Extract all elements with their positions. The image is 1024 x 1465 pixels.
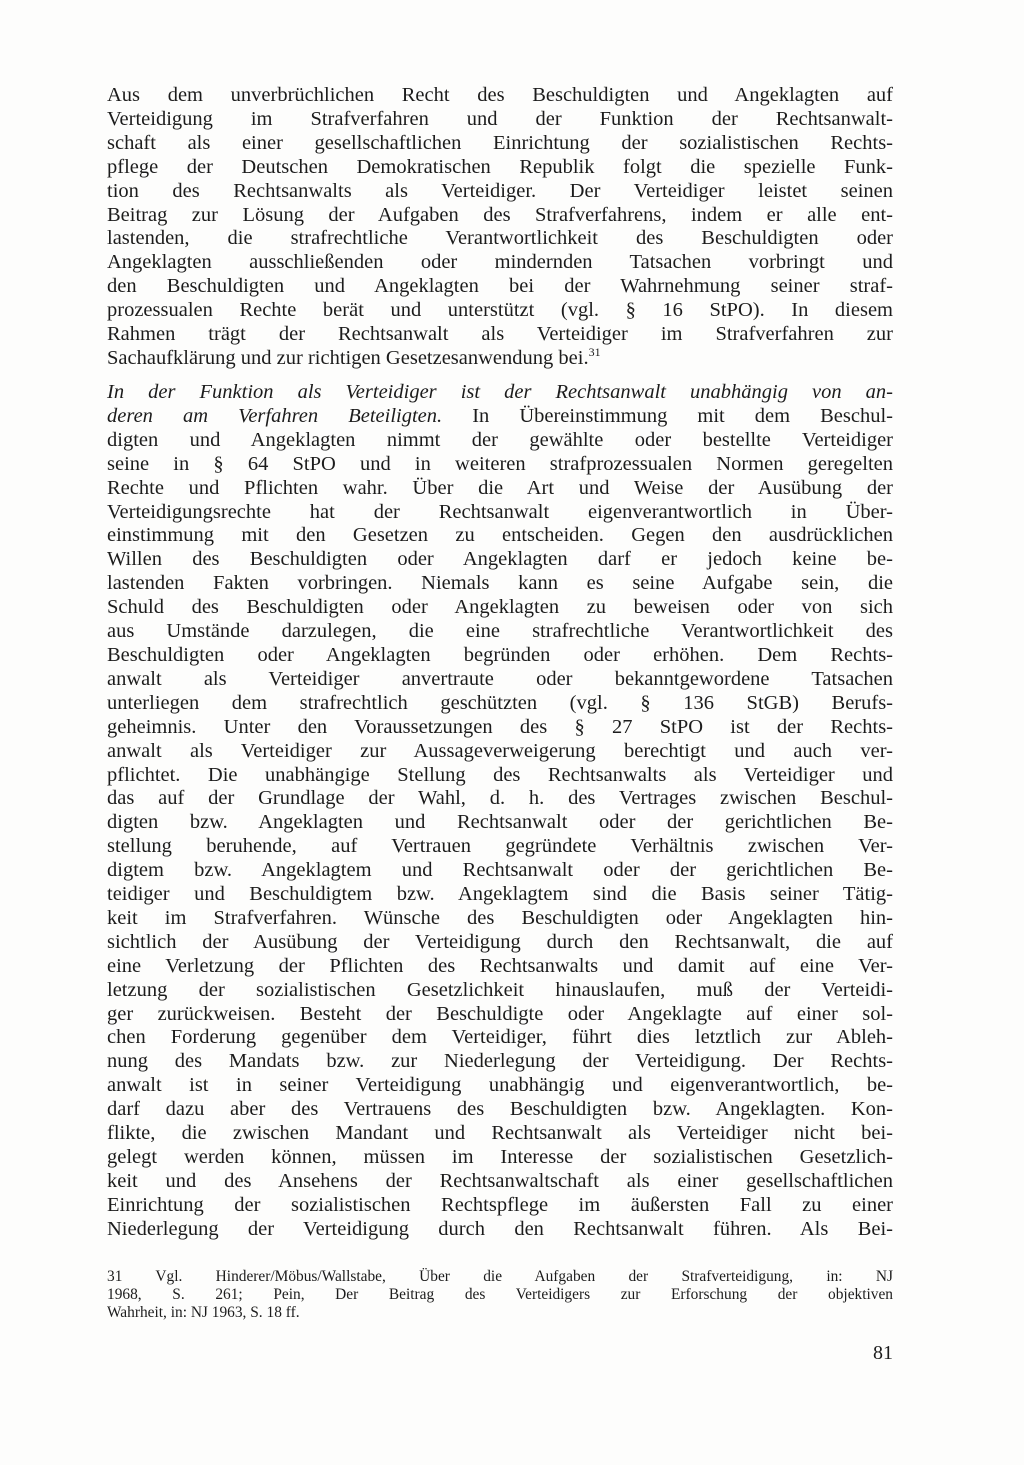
footnote-line: Wahrheit, in: NJ 1963, S. 18 ff. [107,1304,300,1321]
text-segment: Verteidigungsrechte hat der Rechtsanwalt eigenverantwortlich in Über- [107,500,893,523]
text-line [107,84,893,108]
text-segment: aus Umstände darzulegen, die eine strafrechtliche Verantwortlichkeit des [107,620,893,643]
text-segment: chen Forderung gegenüber dem Verteidiger, führt dies letztlich zur Ableh- [107,1026,893,1049]
text-line [107,347,893,371]
text-line [107,275,893,299]
text-segment: gelegt werden können, müssen im Interesse der sozialistischen Gesetzlich- [107,1146,893,1168]
text-segment: ger zurückweisen. Besteht der Beschuldigte oder Angeklagte auf einer sol- [107,1002,893,1025]
text-line [107,811,893,835]
text-line [107,644,893,668]
text-segment: Schuld des Beschuldigten oder Angeklagten zu beweisen oder von sich [107,596,893,619]
text-segment: sichtlich der Ausübung der Verteidigung durch den Rechtsanwalt, die auf [107,930,893,953]
text-line [107,955,893,979]
text-segment: Sachaufklärung und zur richtigen Gesetzesanwendung bei. [107,346,589,369]
text-line [107,979,893,1003]
footnote-31 [107,1268,893,1322]
text-line [107,764,893,788]
text-segment: pflege der Deutschen Demokratischen Republik folgt die spezielle Funk- [107,155,893,178]
footnote-reference: 31 [588,345,601,360]
text-line [107,835,893,859]
text-line [107,883,893,907]
text-segment: Niederlegung der Verteidigung durch den Rechtsanwalt führen. Als Bei- [107,1217,893,1240]
text-line [107,596,893,620]
text-line [107,453,893,477]
text-line [107,156,893,180]
text-line [107,1122,893,1146]
text-line [107,1098,893,1122]
text-segment: flikte, die zwischen Mandant und Rechtsanwalt als Verteidiger nicht bei- [107,1122,893,1145]
text-segment: das auf der Grundlage der Wahl, d. h. des Vertrages zwischen Beschul- [107,787,893,810]
text-line [107,859,893,883]
text-segment: keit im Strafverfahren. Wünsche des Beschuldigten oder Angeklagten hin- [107,906,893,929]
text-line [107,1074,893,1098]
text-line [107,477,893,501]
text-segment: einstimmung mit den Gesetzen zu entscheiden. Gegen den ausdrücklichen [107,524,893,547]
text-line [107,1050,893,1074]
text-segment: stellung beruhende, auf Vertrauen gegründete Verhältnis zwischen Ver- [107,835,893,858]
text-line [107,323,893,347]
text-segment: anwalt als Verteidiger anvertraute oder bekanntgewordene Tatsachen [107,667,893,690]
text-segment: keit und des Ansehens der Rechtsanwaltschaft als einer gesellschaftlichen [107,1169,893,1192]
text-segment: Verteidigung im Strafverfahren und der Funktion der Rechtsanwalt- [107,107,893,130]
text-segment: digten und Angeklagten nimmt der gewählte oder bestellte Verteidiger [107,428,893,451]
text-line [107,1194,893,1218]
text-line [107,787,893,811]
text-line [107,381,893,405]
text-line [107,299,893,323]
text-line [107,405,893,429]
text-segment: prozessualen Rechte berät und unterstützt (vgl. § 16 StPO). In diesem [107,299,893,322]
text-line [107,1026,893,1050]
text-segment: Beschuldigten oder Angeklagten begründen oder erhöhen. Dem Rechts- [107,643,893,666]
text-segment: digtem bzw. Angeklagtem und Rechtsanwalt oder der gerichtlichen Be- [107,859,893,882]
text-line [107,108,893,132]
text-segment: den Beschuldigten und Angeklagten bei der Wahrnehmung seiner straf- [107,275,893,298]
text-segment: Angeklagten ausschließenden oder mindernden Tatsachen vorbringt und [107,251,893,274]
text-segment: tion des Rechtsanwalts als Verteidiger. Der Verteidiger leistet seinen [107,179,893,202]
text-segment: darf dazu aber des Vertrauens des Beschuldigten bzw. Angeklagten. Kon- [107,1098,893,1121]
text-line [107,1003,893,1027]
text-segment: eine Verletzung der Pflichten des Rechtsanwalts und damit auf eine Ver- [107,954,893,977]
text-line [107,524,893,548]
text-line [107,692,893,716]
text-line [107,620,893,644]
text-segment: Einrichtung der sozialistischen Rechtspflege im äußersten Fall zu einer [107,1193,893,1216]
footnote-line: 31 Vgl. Hinderer/Möbus/Wallstabe, Über die Aufgaben der Strafverteidigung, in: NJ [107,1268,893,1285]
text-line [107,132,893,156]
text-line [107,716,893,740]
text-line [107,227,893,251]
footnote-line: 1968, S. 261; Pein, Der Beitrag des Verteidigers zur Erforschung der objektiven [107,1286,893,1303]
text-segment: digten bzw. Angeklagten und Rechtsanwalt oder der gerichtlichen Be- [107,811,893,834]
text-line [107,1146,893,1170]
text-segment: pflichtet. Die unabhängige Stellung des Rechtsanwalts als Verteidiger und [107,763,893,786]
text-segment: anwalt als Verteidiger zur Aussageverweigerung berechtigt und auch ver- [107,739,893,762]
text-line [107,668,893,692]
text-line [107,1218,893,1242]
text-segment: Willen des Beschuldigten oder Angeklagten darf er jedoch keine be- [107,548,893,571]
text-line [107,931,893,955]
italic-text: In der Funktion als Verteidiger ist der Rechtsanwalt unabhängig von an- [107,381,893,403]
text-segment: letzung der sozialistischen Gesetzlichkeit hinauslaufen, muß der Verteidi- [107,978,893,1001]
text-line [107,907,893,931]
text-segment: unterliegen dem strafrechtlich geschützten (vgl. § 136 StGB) Berufs- [107,691,893,714]
text-segment: Beitrag zur Lösung der Aufgaben des Strafverfahrens, indem er alle ent- [107,203,893,226]
text-segment: nung des Mandats bzw. zur Niederlegung der Verteidigung. Der Rechts- [107,1050,893,1073]
page-number: 81 [873,1342,893,1364]
text-line [107,1170,893,1194]
text-segment: teidiger und Beschuldigtem bzw. Angeklagtem sind die Basis seiner Tätig- [107,883,893,906]
text-line [107,501,893,525]
text-segment: lastenden Fakten vorbringen. Niemals kann es seine Aufgabe sein, die [107,572,893,595]
italic-text: deren am Verfahren Beteiligten. [107,404,443,427]
text-line [107,180,893,204]
text-line [107,572,893,596]
text-segment: Rechte und Pflichten wahr. Über die Art und Weise der Ausübung der [107,476,893,499]
text-line [107,251,893,275]
paragraph-2 [107,381,893,1242]
paragraph-1 [107,84,893,371]
text-segment: geheimnis. Unter den Voraussetzungen des § 27 StPO ist der Rechts- [107,715,893,738]
text-line [107,429,893,453]
text-segment: Rahmen trägt der Rechtsanwalt als Verteidiger im Strafverfahren zur [107,323,893,346]
text-segment: schaft als einer gesellschaftlichen Einrichtung der sozialistischen Rechts- [107,131,893,154]
text-segment: In Übereinstimmung mit dem Beschul- [442,404,893,427]
text-line [107,204,893,228]
text-segment: lastenden, die strafrechtliche Verantwortlichkeit des Beschuldigten oder [107,227,893,250]
text-line [107,548,893,572]
text-segment: anwalt ist in seiner Verteidigung unabhängig und eigenverantwortlich, be- [107,1074,893,1097]
text-segment: Aus dem unverbrüchlichen Recht des Beschuldigten und Angeklagten auf [107,84,893,106]
text-segment: seine in § 64 StPO und in weiteren strafprozessualen Normen geregelten [107,452,893,475]
text-line [107,740,893,764]
